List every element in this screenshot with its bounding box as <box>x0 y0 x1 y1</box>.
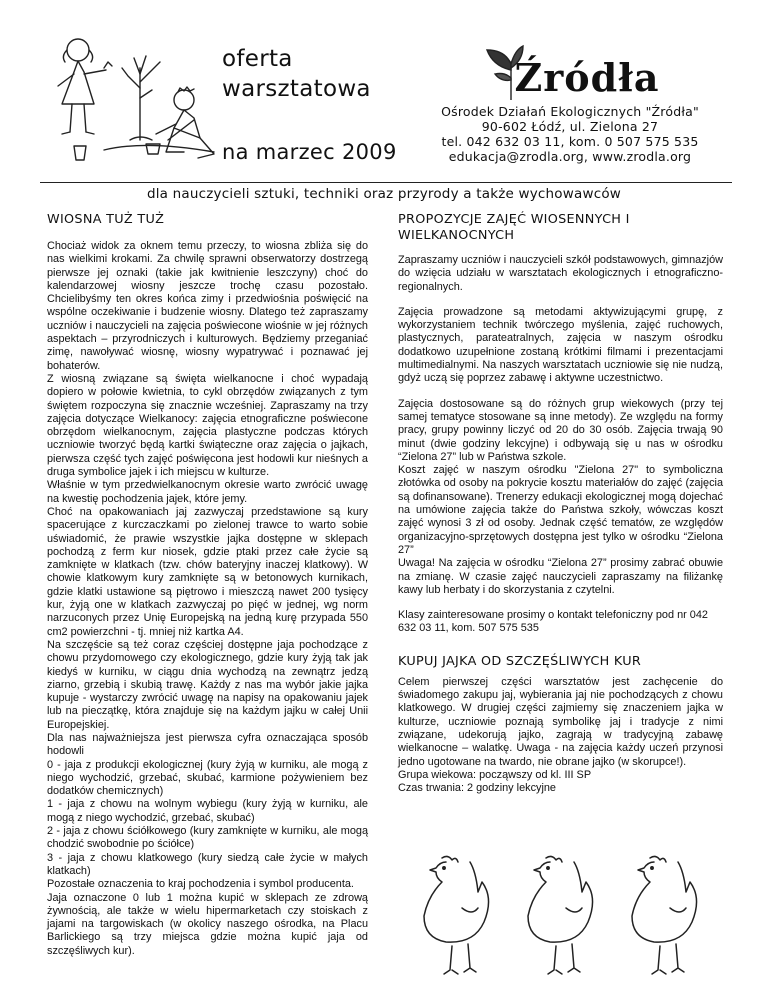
spring-article <box>47 240 368 958</box>
contact-note: Klasy zainteresowane prosimy o kontakt telefoniczny pod nr 042 632 03 11, kom. 507 575 535 <box>398 609 708 635</box>
header-divider <box>40 182 732 183</box>
offer-title <box>222 44 371 104</box>
hens-illustration <box>402 848 724 978</box>
paragraph: Choć na opakowaniach jaj zazwyczaj przedstawione są kury spacerujące z kurczaczkami po zielonej trawce to warto sobie uświadomić, że prawie wszystkie jajka dostępne w sklepach pochodzą z ferm kur niosek, gdzie ptaki przez całe życie są zamknięte w klatkach (tzw. chów bateryjny inaczej klatkowy). W chowie klatkowym kury zamknięte są w betonowych kurnikach, gdzie klatki ustawione są piętrowo i mieszczą nawet 200 tysięcy kur, żyją one w klatkach zazwyczaj po pięć w jednej, wg norm narzuconych przez Unię Europejską na jedną kurę przypada 550 cm2 powierzchni - tj. mniej niż kartka A4. <box>47 505 368 638</box>
egg-workshop-description <box>398 676 723 796</box>
paragraph: Koszt zajęć w naszym ośrodku "Zielona 27" to symboliczna złotówka od osoby na pokrycie kosztu materiałów do zajęć (zajęcia są dofinansowane). Trenerzy edukacji ekologicznej mogą dojechać na umówione zajęcia także do Państwa szkoły, wówczas koszt zajęć wynosi 3 zł od osoby. Jednak część tematów, ze względów organizacyjno-sprzętowych dostępna jest tylko w ośrodku “Zielona 27” <box>398 464 723 556</box>
right-column <box>398 212 723 795</box>
paragraph: Na szczęście są też coraz częściej dostępne jaja pochodzące z chowu przydomowego czy ekologicznego, gdzie kury żyją tak jak kiedyś w kurniku, w ciągu dnia wychodzą na zewnątrz jedzą ziarno, grzebią i skubią trawę. Każdy z nas ma wybór jakie jajka kupuje - wystarczy zwrócić uwagę na napisy na opakowaniu jajek lub na pieczątkę, która znajduje się na każdym jajku w całej Unii Europejskiej. <box>47 638 368 731</box>
section-heading-proposals: PROPOZYCJE ZAJĘĆ WIOSENNYCH I WIELKANOCNYCH <box>398 212 630 243</box>
org-address: 90-602 Łódź, ul. Zielona 27 <box>481 119 659 134</box>
org-logo <box>410 34 730 100</box>
paragraph: Celem pierwszej części warsztatów jest zachęcenie do świadomego zakupu jaj, wybierania jaj nie pochodzących z chowu klatkowego. W drugiej części zajmiemy się znaczeniem jajka w kulturze, uczniowie poznają symbolikę jaj i tradycje z nimi związane, udekorują jajko, zagrają w tradycyjną zabawę wielkanocne – walatkę. Uwaga - na zajęcia każdy uczeń przynosi jedno ugotowane na twardo, nie obrane jajko (w skorupce!). <box>398 675 723 768</box>
org-contact-info <box>410 104 730 164</box>
egg-code-item: 1 - jaja z chowu na wolnym wybiegu (kury żyją w kurniku, ale mogą z niego wychodzić, grzebać, skubać) <box>47 798 368 824</box>
hen-icon <box>528 856 593 974</box>
paragraph: Dla nas najważniejsza jest pierwsza cyfra oznaczająca sposób hodowli <box>47 731 368 758</box>
left-column <box>47 212 368 958</box>
egg-code-item: 2 - jaja z chowu ściółkowego (kury zamknięte w kurniku, ale mogą chodzić swobodnie po ściółce) <box>47 825 368 851</box>
paragraph: Właśnie w tym przedwielkanocnym okresie warto zwrócić uwagę na kwestię pochodzenia jajek, które jemy. <box>47 479 368 505</box>
paragraph: Z wiosną związane są święta wielkanocne i choć wypadają dopiero w połowie kwietnia, to cykl obrzędów związanych z tym świętem rozpoczyna się znacznie wcześniej. Zapraszamy na trzy zajęcia dotyczące Wielkanocy: zajęcia etnograficzne poświecone obrzędom wielkanocnym, zajęcia plastyczne podczas których uczniowie tworzyć będą kartki świąteczne oraz zajęcia o jajkach, pierwsza część tych zajęć poświęcona jest hodowli kur nieśnych a druga symbolice jajek i ich miejscu w kulturze. <box>47 372 368 479</box>
offer-title-line2: warsztatowa <box>222 76 371 102</box>
hen-icon <box>632 856 697 974</box>
duration: Czas trwania: 2 godziny lekcyjne <box>398 782 556 795</box>
offer-title-line1: oferta <box>222 46 293 72</box>
section-heading-spring: WIOSNA TUŻ TUŻ <box>47 212 165 227</box>
month-title: na marzec 2009 <box>222 140 397 164</box>
org-logo-name: Źródła <box>514 55 660 100</box>
paragraph: Uwaga! Na zajęcia w ośrodku “Zielona 27” prosimy zabrać obuwie na zmianę. W czasie zajęć nauczycieli zapraszamy na filiżankę kawy lub herbaty i do skorzystania z czytelni. <box>398 557 723 596</box>
org-email-website: edukacja@zrodla.org, www.zrodla.org <box>448 149 692 164</box>
egg-code-item: 0 - jaja z produkcji ekologicznej (kury żyją w kurniku, ale mogą z niego wychodzić, grzebać, skubać, karmione pożywieniem bez dodatków chemicznych) <box>47 758 368 798</box>
age-group: Grupa wiekowa: począwszy od kl. III SP <box>398 768 592 781</box>
paragraph: Jaja oznaczone 0 lub 1 można kupić w sklepach ze zdrową żywnością, ale także w wielu hipermarketach czy stoiskach z jajami na targowiskach (w okolicy naszego ośrodka, na Placu Barlickiego są trzy miejsca gdzie można kupić jaja od szczęśliwych kur). <box>47 891 368 957</box>
workshop-details <box>398 398 723 597</box>
org-full-name: Ośrodek Działań Ekologicznych "Źródła" <box>441 104 699 119</box>
egg-code-item: 3 - jaja z chowu klatkowego (kury siedzą całe życie w małych klatkach) <box>47 851 368 877</box>
org-phone: tel. 042 632 03 11, kom. 0 507 575 535 <box>441 134 699 149</box>
paragraph: Chociaż widok za oknem temu przeczy, to wiosna zbliża się do nas wielkimi krokami. Za chwilę sprawni obserwatorzy dostrzegą pierwsze jej oznaki (takie jak kwitnienie leszczyny) choć do kalendarzowej wiosny jeszcze trochę czasu pozostało. Chcielibyśmy ten okres końca zimy i przedwiośnia poświęcić na wspólne oczekiwanie i budzenie wiosny. Dlatego też zapraszamy uczniów i nauczycieli na zajęcia poświecone wiośnie w jej różnych aspektach – przyrodniczych i kulturowych. Będziemy przeganiać zimę, nawoływać wiosnę, wiosny wypatrywać i poznawać jej bohaterów. <box>47 240 368 372</box>
audience-line: dla nauczycieli sztuki, techniki oraz przyrody a także wychowawców <box>146 186 622 202</box>
paragraph: Zapraszamy uczniów i nauczycieli szkół podstawowych, gimnazjów do wzięcia udziału w warsztatach ekologicznych i etnograficzno-regionalnych. <box>398 254 723 293</box>
organization-block <box>410 34 730 164</box>
paragraph: Pozostałe oznaczenia to kraj pochodzenia i symbol producenta. <box>47 878 354 891</box>
tree-planting-illustration <box>44 28 224 178</box>
paragraph: Zajęcia dostosowane są do różnych grup wiekowych (przy tej samej tematyce stosowane są inne metody). Ze względu na formy pracy, grupy powinny liczyć od 20 do 30 osób. Zajęcia trwają 90 minut (dwie godziny lekcyjne) i odbywają się u nas w ośrodku “Zielona 27” lub w Państwa szkole. <box>398 397 723 463</box>
section-heading-eggs: KUPUJ JAJKA OD SZCZĘŚLIWYCH KUR <box>398 653 642 669</box>
hen-icon <box>424 856 489 974</box>
paragraph: Zajęcia prowadzone są metodami aktywizującymi grupę, z wykorzystaniem technik twórczego myślenia, zajęć ruchowych, plastycznych, parateatralnych, zajęcia w naszym ośrodku dodatkowo uzupełnione zostaną krótkimi filmami i prezentacjami multimedialnymi. Na naszych warsztatach uczniowie się nie nudzą, gdyż uczą się poprzez zabawę i aktywne uczestnictwo. <box>398 305 723 385</box>
